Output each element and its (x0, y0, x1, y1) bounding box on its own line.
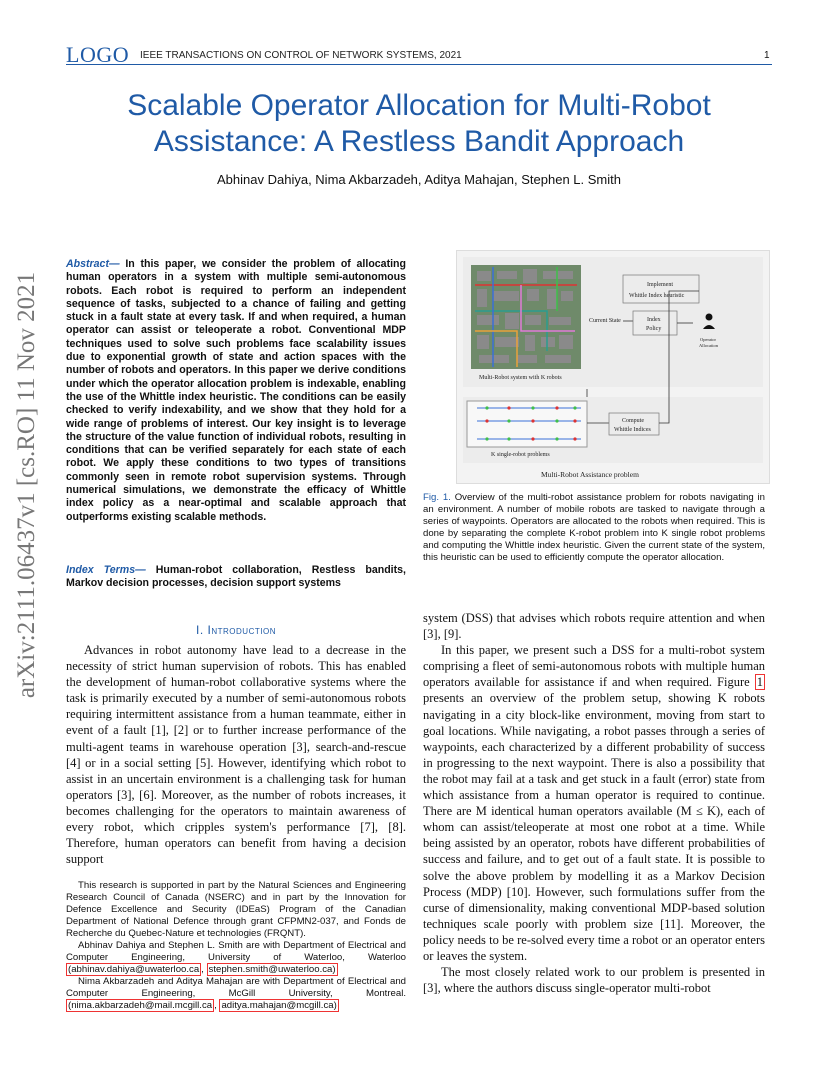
abstract-label: Abstract— (66, 258, 120, 270)
page-number: 1 (764, 50, 770, 61)
figure-caption (423, 492, 765, 564)
policy-label-1: Index (647, 317, 661, 323)
right-paragraph-2 (423, 642, 765, 964)
index-terms (66, 564, 406, 591)
compute-label-2: Whittle Indices (614, 427, 651, 433)
footnote-mcgill: Nima Akbarzadeh and Aditya Mahajan are with Department of Electrical and Computer Engineering, McGill University, Montreal. (nima.akbarzadeh@mail.mcgill.ca , aditya.mahajan@mcgill.ca) (66, 976, 406, 1011)
current-state-label: Current State (589, 318, 621, 324)
operator-icon (706, 314, 713, 321)
author-list: Abhinav Dahiya, Nima Akbarzadeh, Aditya Mahajan, Stephen L. Smith (217, 172, 621, 187)
right-paragraph-3: The most closely related work to our problem is presented in [3], where the authors discuss single-operator multi-robot (423, 965, 765, 996)
heuristic-label-2: Whittle Index heuristic (629, 293, 685, 299)
caption-text: Overview of the multi-robot assistance problem for robots navigating in an environment. A number of mobile robots are tasked to navigate through a series of waypoints. Operators are allocated to the robots when required. This is done by separating the complete K-robot problem into K single robot problems and computing the Whittle index heuristic. Given the current state of the system, this heuristic can be used to efficiently compute the operator allocation. (423, 492, 765, 563)
right-paragraph-1: system (DSS) that advises which robots require attention and when [3], [9]. (423, 611, 765, 642)
abstract-text: In this paper, we consider the problem of allocating human operators in a system with multiple semi-autonomous robots. Each robot is required to perform an independent sequence of tasks, subjected to a chance of failing and getting stuck in a fault state at every task. If and when required, a human operator can assist or teleoperate a robot. Conventional MDP techniques used to solve such problems face scalability issues due to exponential growth of state and action spaces with the number of robots and operators. In this paper we derive conditions under which the operator allocation problem is indexable, enabling the use of the Whittle index heuristic. The conditions can be easily checked to verify indexability, and we show that they hold for a wide range of problems of interest. Our key insight is to leverage the structure of the value function of individual robots, resulting in conditions that can be verified separately for each state of each robot. We apply these conditions to two types of transitions commonly seen in remote robot supervision systems. Through numerical simulations, we demonstrate the efficacy of Whittle index policy as a near-optimal and scalable approach that outperforms existing scalable methods. (66, 258, 406, 523)
policy-label-2: Policy (646, 326, 662, 332)
title-line-2: Assistance: A Restless Bandit Approach (153, 125, 685, 158)
compute-label-1: Compute (622, 418, 644, 424)
heuristic-label-1: Implement (647, 282, 673, 288)
footnote-funding: This research is supported in part by the Natural Sciences and Engineering Research Council of Canada (NSERC) and in part by the Innovation for Defence Excellence and Security (IDEaS) Program of the Canadian Department of National Defence through grant CFPMN2-037, and Fonds de Recherche du Quebec-Nature et technologies (FRQNT). (66, 880, 406, 939)
intro-paragraph-1: Advances in robot autonomy have lead to a decrease in the necessity of strict human supervision of robots. This has enabled the development of human-robot collaborative systems where the task is primarily executed by a number of semi-autonomous robots requiring intermittent assistance from a human teammate, either in event of a fault [1], [2] or to further increase performance of the multi-agent teams in warehouse operation [3], search-and-rescue [4] or in a social setting [5]. However, identifying which robot to assist in an uncertain environment is a challenging task for human operators [3], [6]. Moreover, as the number of robots increases, it becomes challenging for the operators to maintain awareness of every robot, which cripples system's performance [7], [8]. Therefore, human operators can benefit from having a decision support (66, 643, 406, 867)
single-robot-label: K single-robot problems (491, 452, 550, 458)
section-heading (66, 623, 406, 637)
journal-name: IEEE TRANSACTIONS ON CONTROL OF NETWORK SYSTEMS, 2021 (140, 50, 462, 61)
title-line-1: Scalable Operator Allocation for Multi-Robot (127, 89, 711, 122)
email-link-akbarzadeh[interactable]: (nima.akbarzadeh@mail.mcgill.ca (68, 1000, 213, 1011)
paper-title (66, 88, 772, 160)
footnote-waterloo-text: Abhinav Dahiya and Stephen L. Smith are with Department of Electrical and Computer Engineering, University of Waterloo, Waterloo (66, 940, 406, 963)
right-column-body (423, 610, 765, 996)
journal-logo: LOGO (66, 42, 130, 67)
grid-label: Multi-Robot system with K robots (479, 375, 562, 381)
header-rule (66, 64, 772, 65)
footnote-waterloo: Abhinav Dahiya and Stephen L. Smith are with Department of Electrical and Computer Engineering, University of Waterloo, Waterloo (abhinav.dahiya@uwaterloo.ca , stephen.smith@uwaterloo.ca) (66, 940, 406, 975)
right-paragraph-2b: presents an overview of the problem setup, showing K robots navigating in a city block-like environment, moving from start to goal locations. While navigating, a robot passes through a series of waypoints, each characterized by a different probability of success in progressing to the next waypoint. There is also a possibility that the robot may fail at a task and get stuck in a fault (error) state from which assistance from a human operator is required to continue. There are M identical human operators available (M ≤ K), each of whom can assist/teleoperate at most one robot at a time. While being assisted by an operator, robots have different probabilities of success and failure, and to get out of a fault state. It is possible to solve the above problem by modelling it as a Markov Decision Process (MDP) [10]. However, such formulations suffer from the curse of dimensionality, making conventional MDP-based solution techniques scale poorly with problem size [11]. Moreover, the policy needs to be re-solved every time a robot or an operator enters or leaves the system. (423, 691, 765, 963)
operator-label-1: Operator (700, 337, 716, 342)
right-paragraph-2a: In this paper, we present such a DSS for a multi-robot system comprising a fleet of semi-autonomous robots with multiple human operators available for assistance if and when required. Figure (423, 643, 765, 690)
abstract (66, 258, 406, 524)
email-link-smith[interactable]: stephen.smith@uwaterloo.ca) (208, 964, 336, 975)
index-terms-label: Index Terms— (66, 564, 146, 576)
city-grid (471, 265, 581, 369)
section-number: I. (196, 623, 204, 637)
arxiv-stamp-text: arXiv:2111.06437v1 [cs.RO] 11 Nov 2021 (13, 271, 40, 699)
left-column-body (66, 642, 406, 867)
figure-diagram (457, 251, 769, 483)
index-terms-text: Human-robot collaboration, Restless bandits, Markov decision processes, decision support systems (66, 564, 406, 590)
figure-ref-link[interactable]: 1 (756, 675, 763, 690)
panel-title: Multi-Robot Assistance problem (541, 470, 639, 479)
email-link-dahiya[interactable]: (abhinav.dahiya@uwaterloo.ca (68, 964, 200, 975)
footnote (66, 880, 406, 1012)
footnote-mcgill-text: Nima Akbarzadeh and Aditya Mahajan are with Department of Electrical and Computer Engineering, McGill University, Montreal. (66, 976, 406, 999)
figure-1 (456, 250, 770, 484)
caption-label: Fig. 1. (423, 492, 451, 503)
email-link-mahajan[interactable]: aditya.mahajan@mcgill.ca) (221, 1000, 337, 1011)
arxiv-stamp (8, 175, 46, 795)
section-title: Introduction (207, 623, 276, 637)
operator-label-2: Allocation (699, 343, 718, 348)
